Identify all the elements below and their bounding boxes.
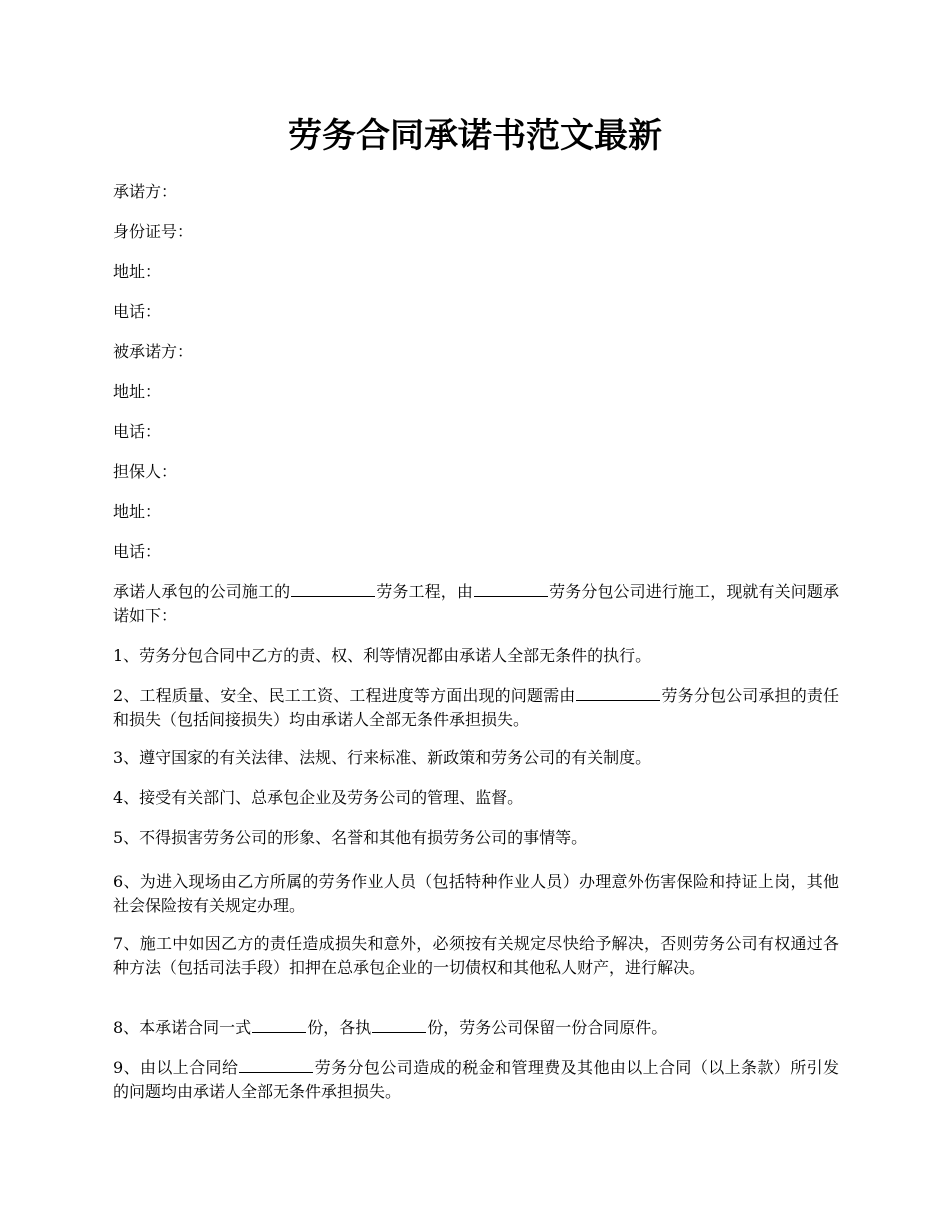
field-promisee: 被承诺方： [113,342,194,361]
clause-6: 6、为进入现场由乙方所属的劳务作业人员（包括特种作业人员）办理意外伤害保险和持证上岗，其他社会保险按有关规定办理。 [113,872,839,915]
clause-7: 7、施工中如因乙方的责任造成损失和意外，必须按有关规定尽快给予解决，否则劳务公司有权通过各种方法（包括司法手段）扣押在总承包企业的一切债权和其他私人财产，进行解决。 [113,934,839,977]
clause-8 [113,1016,839,1040]
clause-5: 5、不得损害劳务公司的形象、名誉和其他有损劳务公司的事情等。 [113,828,588,847]
intro-text-3: 劳务分包公司进行施工，现就有关问题承诺如下： [113,582,839,625]
field-guarantor: 担保人： [113,462,178,481]
blank-subcontractor [474,580,548,597]
clause-9 [113,1056,839,1104]
blank-project-name [291,580,375,597]
intro-text-1: 承诺人承包的公司施工的 [113,582,291,601]
clause-9-text-1: 9、由以上合同给 [113,1058,239,1077]
clause-8-text-3: 份，劳务公司保留一份合同原件。 [427,1018,668,1037]
clause-2 [113,684,839,732]
field-promisee-address: 地址： [113,382,162,401]
field-promisee-phone: 电话： [113,422,162,441]
clause-2-text-2: 劳务分包公司承担的责任和损失（包括间接损失）均由承诺人全部无条件承担损失。 [113,686,839,729]
field-guarantor-phone: 电话： [113,542,162,561]
clause-4: 4、接受有关部门、总承包企业及劳务公司的管理、监督。 [113,788,524,807]
clause-3: 3、遵守国家的有关法律、法规、行来标准、新政策和劳务公司的有关制度。 [113,748,652,767]
intro-text-2: 劳务工程，由 [376,582,473,601]
blank-copies-total [252,1016,306,1033]
blank-copies-each [372,1016,426,1033]
blank-clause-2 [576,684,660,701]
clause-8-text-2: 份，各执 [307,1018,372,1037]
blank-clause-9 [239,1056,313,1073]
clause-1: 1、劳务分包合同中乙方的责、权、利等情况都由承诺人全部无条件的执行。 [113,646,652,665]
intro-paragraph [113,580,839,628]
document-title: 劳务合同承诺书范文最新 [288,116,662,156]
clause-9-text-2: 劳务分包公司造成的税金和管理费及其他由以上合同（以上条款）所引发的问题均由承诺人全部无条件承担损失。 [113,1058,839,1101]
clause-2-text-1: 2、工程质量、安全、民工工资、工程进度等方面出现的问题需由 [113,686,576,705]
clause-8-text-1: 8、本承诺合同一式 [113,1018,252,1037]
field-id-number: 身份证号： [113,222,194,241]
field-phone: 电话： [113,302,162,321]
field-address: 地址： [113,262,162,281]
field-guarantor-address: 地址： [113,502,162,521]
field-promisor: 承诺方： [113,182,178,201]
